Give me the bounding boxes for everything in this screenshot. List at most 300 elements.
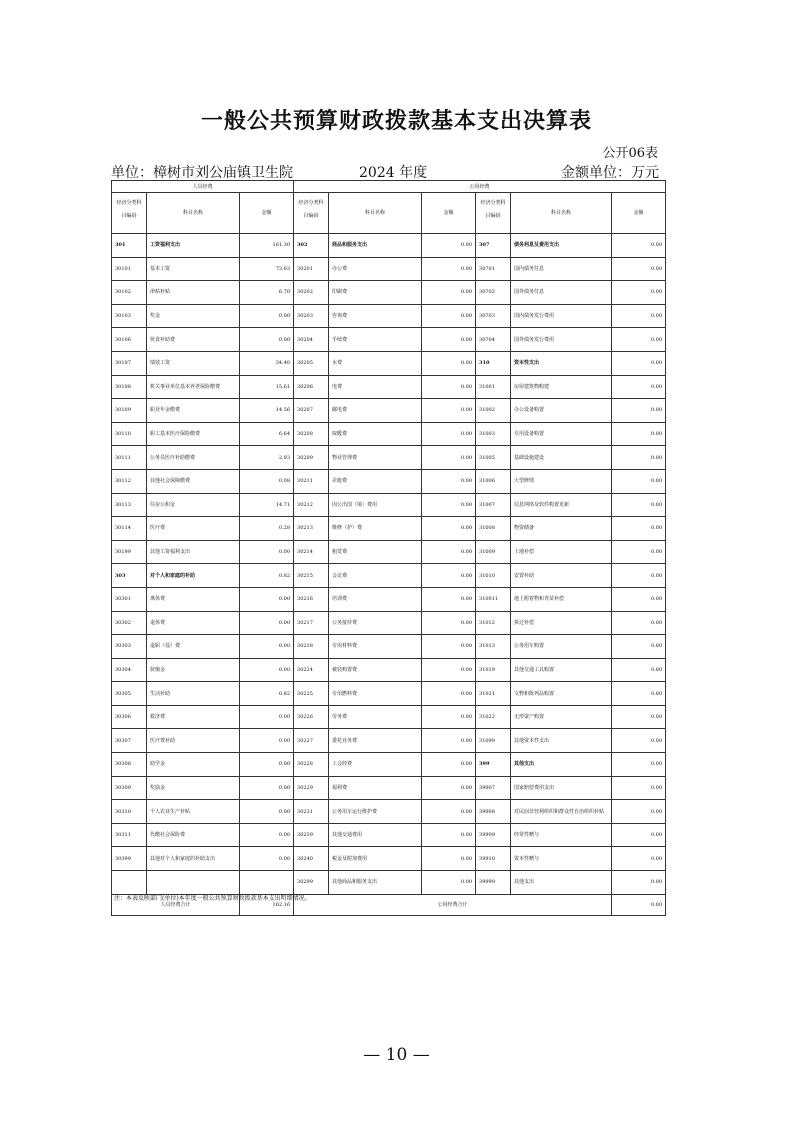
item-amount: 0.00 [612,729,666,753]
item-amount: 0.00 [422,422,476,446]
code-header-line2: 目编码 [303,213,319,219]
item-code: 30109 [112,399,147,423]
item-name: 培训费 [329,587,422,611]
item-amount: 0.00 [240,753,294,777]
code-header-line2: 目编码 [121,213,137,219]
item-code: 30704 [476,328,511,352]
item-code: 30218 [294,635,329,659]
item-amount: 0.00 [422,564,476,588]
item-code: 30206 [294,375,329,399]
item-name: 工资福利支出 [147,234,240,258]
table-row [112,375,666,399]
item-code: 30302 [112,611,147,635]
group-header-row [112,181,666,193]
item-amount: 0.00 [422,729,476,753]
item-amount: 0.00 [422,753,476,777]
item-amount: 0.00 [612,304,666,328]
item-name: 公务接待费 [329,611,422,635]
item-amount: 0.00 [612,257,666,281]
item-code: 303 [112,564,147,588]
item-code: 30301 [112,587,147,611]
item-amount: 0.00 [422,847,476,871]
item-name: 资本性赠与 [511,847,612,871]
item-name: 公务员医疗补助缴费 [147,446,240,470]
budget-table [111,180,666,916]
item-name: 安置补助 [511,564,612,588]
item-code: 30240 [294,847,329,871]
item-code: 30111 [112,446,147,470]
item-name: 其他交通费用 [329,823,422,847]
item-code: 30305 [112,682,147,706]
item-code: 30225 [294,682,329,706]
item-amount: 0.00 [612,540,666,564]
item-code: 30307 [112,729,147,753]
item-code: 30304 [112,658,147,682]
item-amount: 0.00 [240,823,294,847]
item-name: 被装购置费 [329,658,422,682]
item-code: 39999 [476,871,511,895]
table-row [112,399,666,423]
item-code: 30703 [476,304,511,328]
item-amount: 0.00 [422,611,476,635]
code-header [112,193,147,234]
table-row [112,540,666,564]
item-name: 退休费 [147,611,240,635]
item-amount: 0.00 [422,493,476,517]
page-number: — 10 — [363,1045,430,1065]
item-code: 31008 [476,517,511,541]
item-code: 31012 [476,611,511,635]
item-name: 文物和陈列品购置 [511,682,612,706]
item-code: 31001 [476,375,511,399]
table-row [112,469,666,493]
public-total-value: 0.00 [612,894,666,915]
item-code: 30215 [294,564,329,588]
item-amount: 0.00 [422,328,476,352]
item-name: 拆迁补偿 [511,611,612,635]
item-code: 30113 [112,493,147,517]
table-row [112,871,666,895]
item-code: 30224 [294,658,329,682]
code-header [476,193,511,234]
item-name: 专用设备购置 [511,422,612,446]
item-code: 31005 [476,446,511,470]
item-amount: 0.00 [612,682,666,706]
item-amount: 0.00 [422,587,476,611]
item-amount: 0.00 [612,871,666,895]
item-name: 房屋建筑物购建 [511,375,612,399]
page-title: 一般公共预算财政拨款基本支出决算表 [200,109,592,134]
table-row [112,705,666,729]
item-amount: 0.00 [612,375,666,399]
table-row [112,611,666,635]
item-code: 30213 [294,517,329,541]
item-amount: 0.00 [612,776,666,800]
item-amount: 0.00 [422,234,476,258]
item-amount: 0.00 [240,540,294,564]
item-name: 伙食补助费 [147,328,240,352]
item-code: 30211 [294,469,329,493]
item-code: 302 [294,234,329,258]
item-code: 30114 [112,517,147,541]
item-amount: 0.00 [612,493,666,517]
item-amount: 0.00 [612,800,666,824]
item-name: 土地补偿 [511,540,612,564]
item-name: 救济费 [147,705,240,729]
year-label: 2024 年度 [359,165,428,181]
item-amount: 0.00 [612,847,666,871]
item-amount: 0.00 [422,281,476,305]
item-name: 离休费 [147,587,240,611]
item-name: 住房公积金 [147,493,240,517]
item-amount: 0.00 [422,257,476,281]
item-code: 30231 [294,800,329,824]
item-code: 30228 [294,753,329,777]
item-name: 维修（护）费 [329,517,422,541]
item-amount: 0.00 [240,729,294,753]
item-name: 劳务费 [329,705,422,729]
item-code: 30203 [294,304,329,328]
item-amount: 0.00 [422,823,476,847]
item-code: 30103 [112,304,147,328]
item-name: 其他工资福利支出 [147,540,240,564]
item-name: 信息网络及软件购置更新 [511,493,612,517]
item-amount: 0.00 [422,351,476,375]
item-code: 30199 [112,540,147,564]
item-code: 39907 [476,776,511,800]
item-amount: 0.00 [240,705,294,729]
item-name: 其他资本性支出 [511,729,612,753]
item-amount: 14.56 [240,399,294,423]
item-amount: 0.00 [240,304,294,328]
item-amount: 0.00 [422,800,476,824]
item-code: 30205 [294,351,329,375]
item-amount: 0.00 [422,469,476,493]
item-code: 301 [112,234,147,258]
table-row [112,753,666,777]
item-name: 电费 [329,375,422,399]
item-name: 债务利息及费用支出 [511,234,612,258]
item-name: 津贴补贴 [147,281,240,305]
item-code: 310011 [476,587,511,611]
item-name: 国内债务付息 [511,257,612,281]
item-code: 30309 [112,776,147,800]
item-code: 30229 [294,776,329,800]
item-name: 因公出国（境）费用 [329,493,422,517]
item-amount: 0.00 [422,871,476,895]
code-header-line1: 经济分类科 [116,200,142,206]
item-code: 30108 [112,375,147,399]
item-amount: 0.00 [612,281,666,305]
item-name: 福利费 [329,776,422,800]
item-code: 30110 [112,422,147,446]
item-amount: 0.00 [612,823,666,847]
item-amount: 0.00 [240,328,294,352]
item-amount: 0.00 [240,587,294,611]
item-name: 职工基本医疗保险缴费 [147,422,240,446]
form-number: 公开06表 [602,146,658,161]
item-name: 国外债务发行费用 [511,328,612,352]
item-name: 退职（役）费 [147,635,240,659]
item-code: 30107 [112,351,147,375]
item-name: 地上附着物和青苗补偿 [511,587,612,611]
item-code: 39908 [476,800,511,824]
item-amount: 0.00 [422,399,476,423]
item-code: 30217 [294,611,329,635]
column-header-row [112,193,666,234]
item-amount: 0.00 [612,564,666,588]
item-name: 其他支出 [511,753,612,777]
item-name: 水费 [329,351,422,375]
item-amount: 0.00 [612,422,666,446]
table-row [112,517,666,541]
item-code: 31019 [476,658,511,682]
item-code: 30303 [112,635,147,659]
name-header: 科目名称 [329,193,422,234]
item-name: 其他支出 [511,871,612,895]
item-amount: 0.00 [422,375,476,399]
item-code: 30308 [112,753,147,777]
item-code: 31009 [476,540,511,564]
table-row [112,776,666,800]
item-name: 物业管理费 [329,446,422,470]
item-name: 机关事业单位基本养老保险缴费 [147,375,240,399]
item-amount: 161.30 [240,234,294,258]
item-code: 30204 [294,328,329,352]
item-name: 经常性赠与 [511,823,612,847]
item-name: 其他对个人和家庭的补助支出 [147,847,240,871]
item-amount: 0.82 [240,682,294,706]
item-code: 30310 [112,800,147,824]
item-name: 基本工资 [147,257,240,281]
item-amount: 0.00 [612,658,666,682]
item-name: 手续费 [329,328,422,352]
item-name: 委托业务费 [329,729,422,753]
item-name: 国家赔偿费用支出 [511,776,612,800]
table-row [112,257,666,281]
table-row [112,446,666,470]
item-name: 专用材料费 [329,635,422,659]
item-amount: 0.00 [422,517,476,541]
item-amount: 73.83 [240,257,294,281]
personnel-group-header: 人员经费 [112,181,294,193]
item-amount: 0.00 [240,847,294,871]
item-amount: 6.64 [240,422,294,446]
code-header [294,193,329,234]
item-amount: 0.00 [422,540,476,564]
item-name: 取暖费 [329,422,422,446]
item-code: 30201 [294,257,329,281]
item-name: 租赁费 [329,540,422,564]
item-amount: 34.40 [240,351,294,375]
personnel-total-value: 162.16 [240,894,294,915]
table-row [112,729,666,753]
item-amount: 0.00 [612,399,666,423]
item-code: 310 [476,351,511,375]
item-code [112,871,147,895]
item-amount: 14.71 [240,493,294,517]
item-name: 公务用车购置 [511,635,612,659]
item-name: 其他商品和服务支出 [329,871,422,895]
item-name: 税金及附加费用 [329,847,422,871]
item-code: 31006 [476,469,511,493]
amount-header: 金额 [612,193,666,234]
item-name: 物资储备 [511,517,612,541]
item-amount: 0.00 [422,658,476,682]
item-amount: 0.00 [422,446,476,470]
item-code: 31021 [476,682,511,706]
table-row [112,587,666,611]
item-name: 邮电费 [329,399,422,423]
table-row [112,800,666,824]
item-name [147,871,240,895]
item-code: 30701 [476,257,511,281]
item-code: 30216 [294,587,329,611]
item-amount: 0.00 [612,446,666,470]
item-code: 30106 [112,328,147,352]
table-row [112,328,666,352]
item-name: 咨询费 [329,304,422,328]
item-name: 奖励金 [147,776,240,800]
item-amount: 0.00 [422,776,476,800]
item-amount [240,871,294,895]
item-name: 印刷费 [329,281,422,305]
item-name: 其他交通工具购置 [511,658,612,682]
item-name: 代缴社会保险费 [147,823,240,847]
item-code: 307 [476,234,511,258]
item-amount: 0.00 [240,635,294,659]
table-row [112,351,666,375]
item-amount: 0.00 [612,328,666,352]
name-header: 科目名称 [511,193,612,234]
item-code: 399 [476,753,511,777]
item-code: 30102 [112,281,147,305]
item-name: 助学金 [147,753,240,777]
item-name: 国内债务发行费用 [511,304,612,328]
item-amount: 0.28 [240,517,294,541]
item-name: 工会经费 [329,753,422,777]
item-code: 30207 [294,399,329,423]
item-name: 生活补助 [147,682,240,706]
item-amount: 0.00 [612,611,666,635]
item-code: 31010 [476,564,511,588]
item-amount: 0.00 [612,517,666,541]
table-row [112,823,666,847]
item-name: 办公设备购置 [511,399,612,423]
item-code: 30226 [294,705,329,729]
item-code: 31002 [476,399,511,423]
item-amount: 0.08 [240,469,294,493]
item-amount: 0.00 [240,658,294,682]
table-row [112,564,666,588]
item-code: 31022 [476,705,511,729]
item-name: 基础设施建设 [511,446,612,470]
item-name: 医疗费补助 [147,729,240,753]
item-code: 30311 [112,823,147,847]
table-row [112,658,666,682]
item-amount: 0.00 [612,705,666,729]
table-row [112,422,666,446]
item-code: 30239 [294,823,329,847]
item-code: 30208 [294,422,329,446]
item-code: 30214 [294,540,329,564]
item-name: 国外债务付息 [511,281,612,305]
item-name: 抚恤金 [147,658,240,682]
table-row [112,304,666,328]
item-amount: 0.00 [240,776,294,800]
table-row [112,635,666,659]
item-code: 39910 [476,847,511,871]
item-name: 专用燃料费 [329,682,422,706]
item-code: 30112 [112,469,147,493]
item-amount: 2.93 [240,446,294,470]
meta-line [111,162,659,180]
item-amount: 0.00 [612,753,666,777]
table-row [112,493,666,517]
item-name: 资本性支出 [511,351,612,375]
item-amount: 6.70 [240,281,294,305]
item-code: 30702 [476,281,511,305]
item-name: 商品和服务支出 [329,234,422,258]
item-code: 30227 [294,729,329,753]
item-code: 39909 [476,823,511,847]
code-header-line2: 目编码 [485,213,501,219]
item-amount: 0.00 [422,682,476,706]
table-row [112,281,666,305]
item-amount: 15.61 [240,375,294,399]
item-code: 30202 [294,281,329,305]
item-code: 30299 [294,871,329,895]
item-code: 31099 [476,729,511,753]
item-code: 30212 [294,493,329,517]
item-name: 其他社会保障缴费 [147,469,240,493]
item-name: 奖金 [147,304,240,328]
item-amount: 0.00 [612,635,666,659]
item-code: 31013 [476,635,511,659]
item-name: 大型修缮 [511,469,612,493]
item-name: 对个人和家庭的补助 [147,564,240,588]
item-amount: 0.00 [422,304,476,328]
unit-label: 单位：樟树市刘公庙镇卫生院 [111,165,293,181]
item-name: 公务用车运行维护费 [329,800,422,824]
item-name: 无形资产购置 [511,705,612,729]
code-header-line1: 经济分类科 [480,200,506,206]
item-code: 30209 [294,446,329,470]
item-code: 30399 [112,847,147,871]
name-header: 科目名称 [147,193,240,234]
item-name: 办公费 [329,257,422,281]
table-row [112,847,666,871]
item-code: 31007 [476,493,511,517]
item-amount: 0.00 [612,469,666,493]
public-group-header: 公用经费 [294,181,666,193]
item-name: 绩效工资 [147,351,240,375]
amount-header: 金额 [240,193,294,234]
amount-header: 金额 [422,193,476,234]
table-row [112,234,666,258]
item-name: 职业年金缴费 [147,399,240,423]
item-name: 差旅费 [329,469,422,493]
personnel-total-label: 人员经费合计 [112,894,240,915]
item-name: 会议费 [329,564,422,588]
item-amount: 0.00 [612,351,666,375]
public-total-label: 公用经费合计 [294,894,612,915]
item-code: 31003 [476,422,511,446]
item-name: 个人农业生产补贴 [147,800,240,824]
item-code: 30306 [112,705,147,729]
amount-unit-label: 金额单位：万元 [561,165,659,181]
code-header-line1: 经济分类科 [298,200,324,206]
